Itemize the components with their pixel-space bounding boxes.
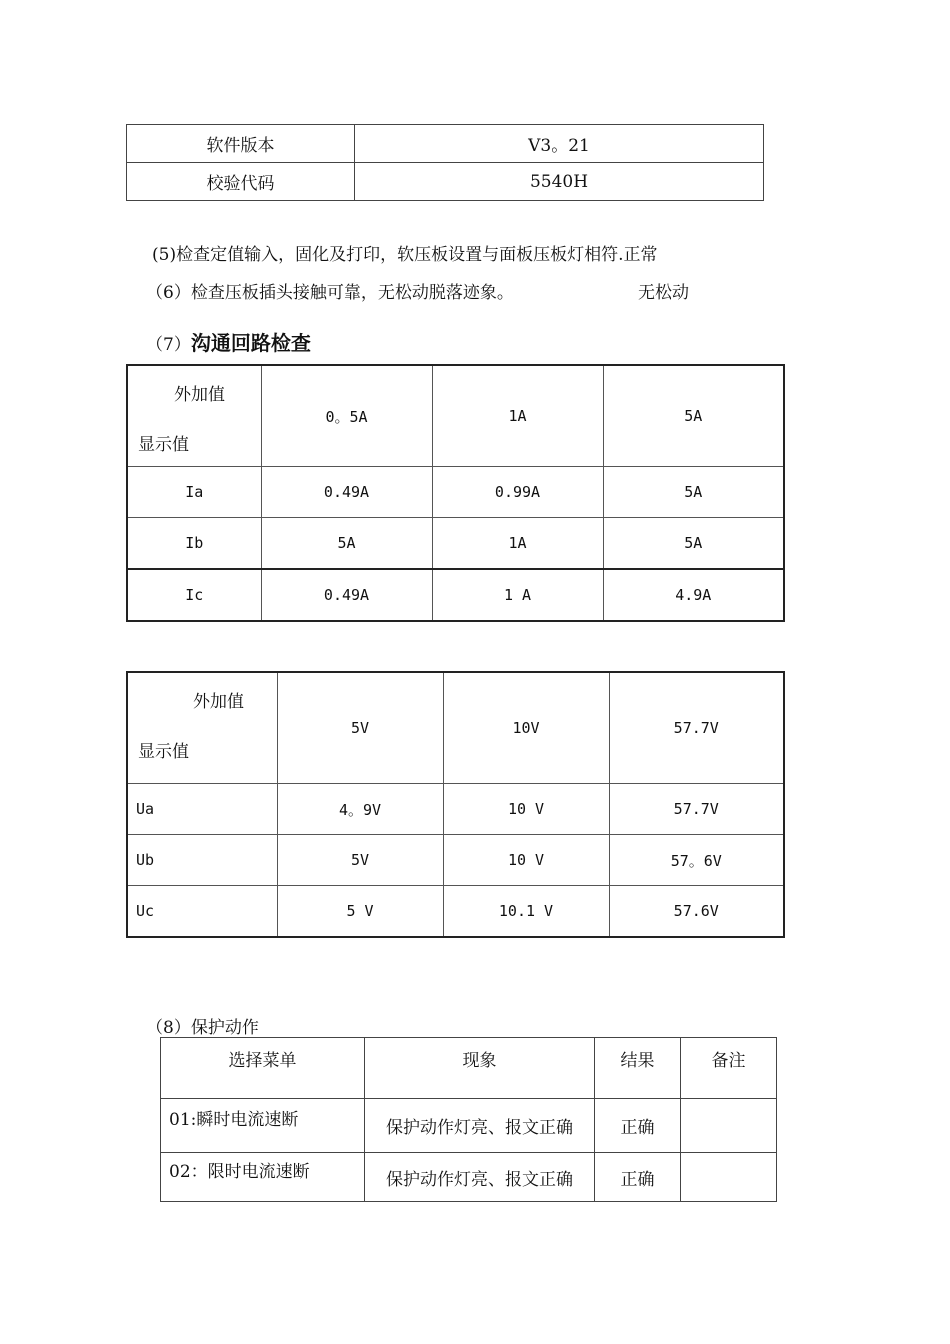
item-8-title: （8）保护动作 bbox=[146, 1018, 259, 1038]
table-cell: 5A bbox=[603, 467, 784, 518]
version-value: V3。21 bbox=[355, 125, 764, 163]
table-row bbox=[127, 569, 784, 621]
item-5 bbox=[152, 240, 657, 265]
item-7-heading bbox=[146, 327, 311, 356]
table-row bbox=[127, 163, 764, 201]
table-row bbox=[127, 835, 784, 886]
column-header: 备注 bbox=[681, 1038, 777, 1099]
column-header: 5V bbox=[277, 672, 443, 784]
table-cell: 1 A bbox=[432, 569, 603, 621]
diagonal-header-cell bbox=[127, 365, 261, 467]
table-cell: 5A bbox=[261, 518, 432, 570]
column-header: 57.7V bbox=[609, 672, 784, 784]
row-label: Ia bbox=[127, 467, 261, 518]
table-cell: 10.1 V bbox=[443, 886, 609, 938]
table-cell: 57.7V bbox=[609, 784, 784, 835]
diagonal-header-cell bbox=[127, 672, 277, 784]
item-7-title: 沟通回路检查 bbox=[190, 331, 311, 355]
note-cell bbox=[681, 1153, 777, 1202]
item-5-result: 正常 bbox=[623, 245, 658, 265]
item-6-result: 无松动 bbox=[638, 283, 689, 303]
row-label: Ib bbox=[127, 518, 261, 570]
table-cell: 4。9V bbox=[277, 784, 443, 835]
item-7-prefix: （7） bbox=[146, 335, 191, 355]
table-row bbox=[127, 784, 784, 835]
column-header: 5A bbox=[603, 365, 784, 467]
table-row bbox=[127, 125, 764, 163]
table-cell: 4.9A bbox=[603, 569, 784, 621]
column-header: 10V bbox=[443, 672, 609, 784]
current-table bbox=[126, 364, 785, 622]
table-header-row bbox=[127, 672, 784, 784]
table-cell: 57.6V bbox=[609, 886, 784, 938]
phenomenon-cell: 保护动作灯亮、报文正确 bbox=[365, 1099, 595, 1153]
header-displayed: 显示值 bbox=[138, 435, 189, 455]
table-cell: 0.49A bbox=[261, 467, 432, 518]
column-header: 0。5A bbox=[261, 365, 432, 467]
table-cell: 5V bbox=[277, 835, 443, 886]
note-cell bbox=[681, 1099, 777, 1153]
table-row bbox=[161, 1099, 777, 1153]
row-label: Ic bbox=[127, 569, 261, 621]
table-cell: 0.49A bbox=[261, 569, 432, 621]
table-cell: 57。6V bbox=[609, 835, 784, 886]
menu-cell: 02：限时电流速断 bbox=[161, 1153, 365, 1202]
column-header: 选择菜单 bbox=[161, 1038, 365, 1099]
checksum-value: 5540H bbox=[355, 163, 764, 201]
header-applied: 外加值 bbox=[174, 385, 225, 405]
table-cell: 5A bbox=[603, 518, 784, 570]
table-header-row bbox=[161, 1038, 777, 1099]
table-header-row bbox=[127, 365, 784, 467]
version-label: 软件版本 bbox=[127, 125, 355, 163]
table-cell: 0.99A bbox=[432, 467, 603, 518]
table-cell: 10 V bbox=[443, 784, 609, 835]
table-row bbox=[161, 1153, 777, 1202]
header-displayed: 显示值 bbox=[138, 742, 189, 762]
item-5-text: (5)检查定值输入，固化及打印，软压板设置与面板压板灯相符. bbox=[152, 245, 624, 265]
table-cell: 10 V bbox=[443, 835, 609, 886]
header-applied: 外加值 bbox=[193, 692, 244, 712]
column-header: 现象 bbox=[365, 1038, 595, 1099]
table-cell: 1A bbox=[432, 518, 603, 570]
column-header: 结果 bbox=[595, 1038, 681, 1099]
phenomenon-cell: 保护动作灯亮、报文正确 bbox=[365, 1153, 595, 1202]
column-header: 1A bbox=[432, 365, 603, 467]
version-table bbox=[126, 124, 764, 201]
table-row bbox=[127, 886, 784, 938]
table-row bbox=[127, 518, 784, 570]
checksum-label: 校验代码 bbox=[127, 163, 355, 201]
row-label: Uc bbox=[127, 886, 277, 938]
item-6-text: （6）检查压板插头接触可靠，无松动脱落迹象。 bbox=[146, 283, 514, 303]
table-row bbox=[127, 467, 784, 518]
protection-table bbox=[160, 1037, 777, 1202]
table-cell: 5 V bbox=[277, 886, 443, 938]
result-cell: 正确 bbox=[595, 1099, 681, 1153]
row-label: Ub bbox=[127, 835, 277, 886]
voltage-table bbox=[126, 671, 785, 938]
row-label: Ua bbox=[127, 784, 277, 835]
result-cell: 正确 bbox=[595, 1153, 681, 1202]
menu-cell: 01:瞬时电流速断 bbox=[161, 1099, 365, 1153]
